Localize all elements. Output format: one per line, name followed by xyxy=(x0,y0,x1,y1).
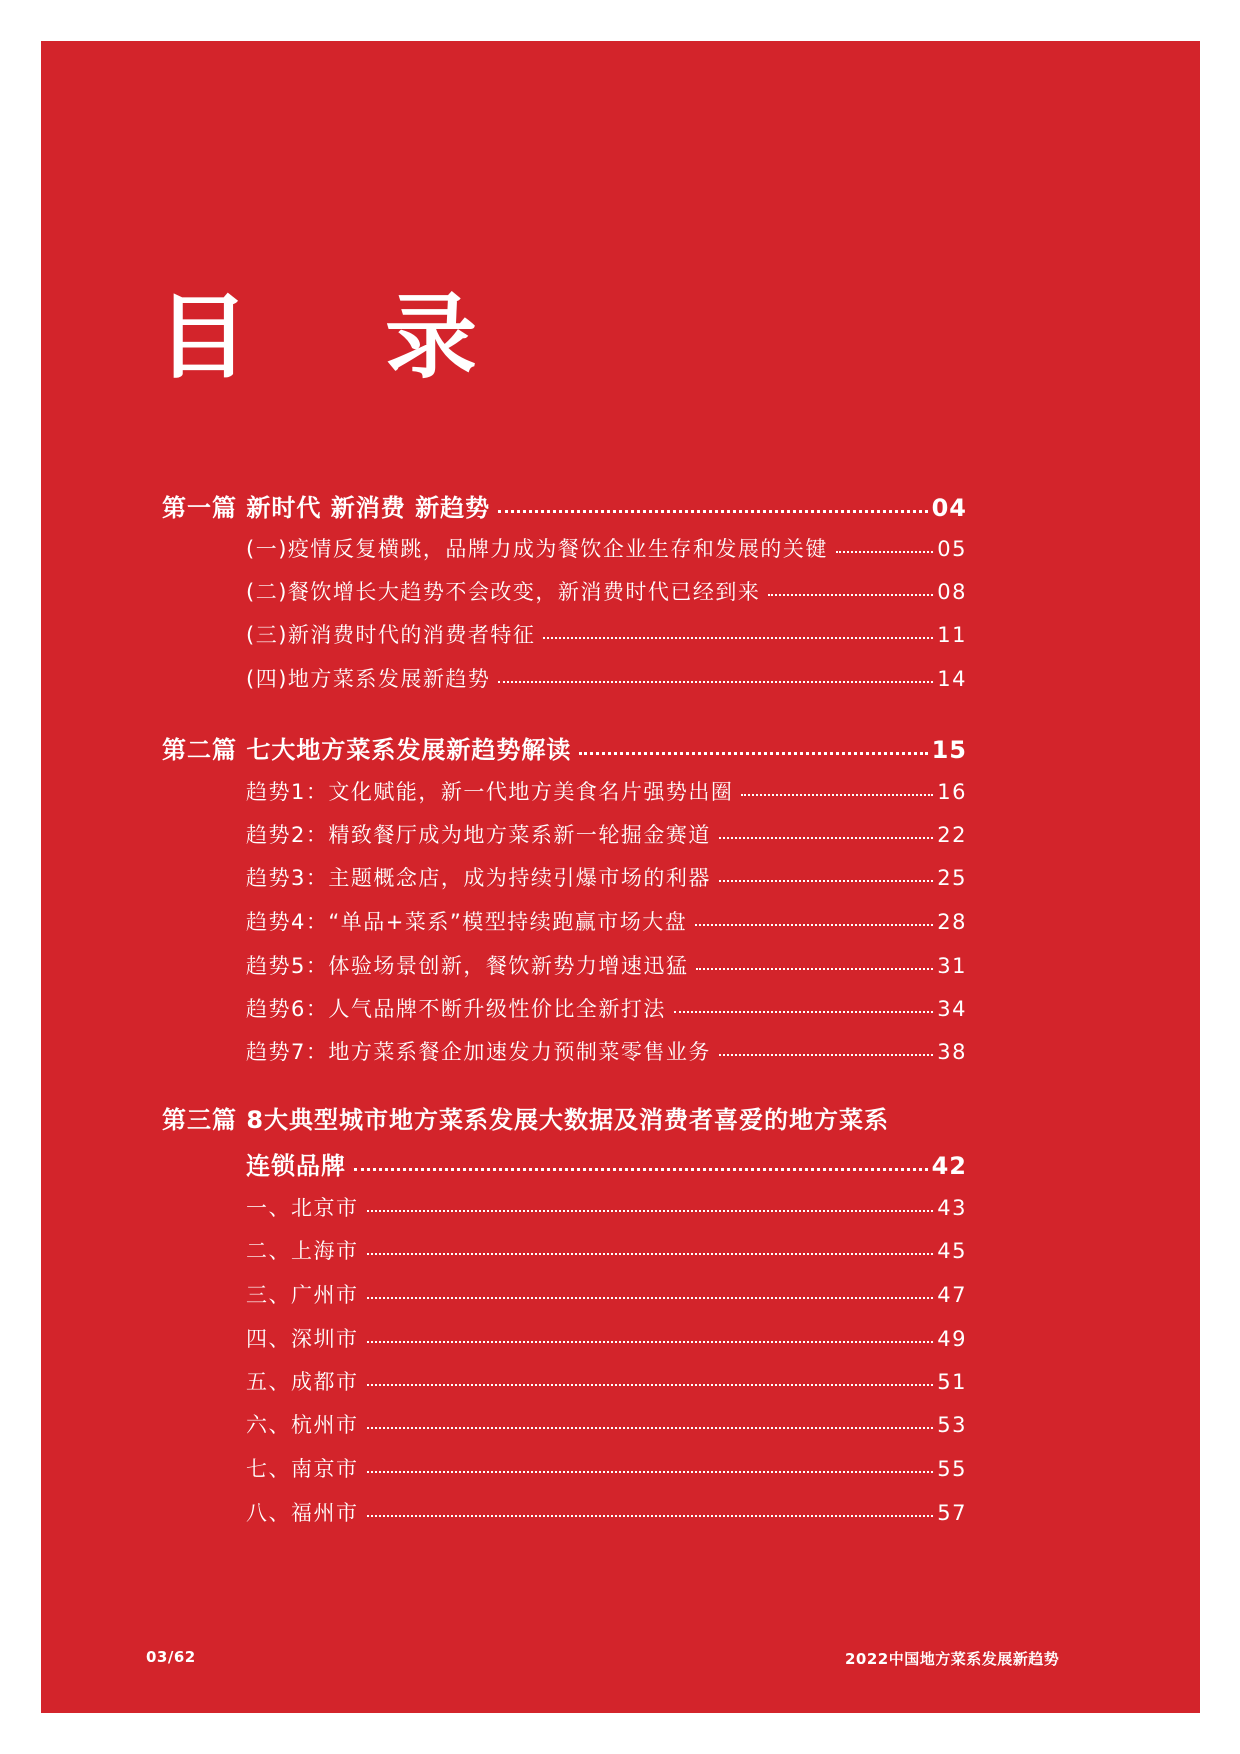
toc-item[interactable] xyxy=(246,1497,967,1527)
toc-section-label: 第一篇 新时代 新消费 新趋势 xyxy=(162,494,491,522)
toc-item-label: 一、北京市 xyxy=(246,1196,359,1220)
footer-report-title: 2022中国地方菜系发展新趋势 xyxy=(845,1650,1060,1668)
toc-page-number: 49 xyxy=(937,1327,967,1351)
toc-item-label: 四、深圳市 xyxy=(246,1327,359,1351)
toc-page-number: 08 xyxy=(937,580,967,604)
toc-item-label: (二)餐饮增长大趋势不会改变，新消费时代已经到来 xyxy=(246,580,761,604)
leader-dots xyxy=(367,1253,934,1255)
toc-item-label: 六、杭州市 xyxy=(246,1413,359,1437)
leader-dots xyxy=(367,1384,934,1386)
toc-item[interactable] xyxy=(246,819,967,849)
toc-item-label: 趋势1：文化赋能，新一代地方美食名片强势出圈 xyxy=(246,780,734,804)
toc-item-label: 三、广州市 xyxy=(246,1283,359,1307)
toc-item-label: 二、上海市 xyxy=(246,1239,359,1263)
toc-item[interactable] xyxy=(246,619,967,649)
leader-dots xyxy=(741,794,933,796)
leader-dots xyxy=(768,594,933,596)
toc-item[interactable] xyxy=(246,663,967,693)
toc-section-3-heading[interactable]: 第三篇 8大典型城市地方菜系发展大数据及消费者喜爱的地方菜系 xyxy=(162,1106,890,1134)
toc-item[interactable] xyxy=(246,906,967,936)
leader-dots xyxy=(719,1054,933,1056)
toc-item[interactable] xyxy=(246,1235,967,1265)
leader-dots xyxy=(719,880,933,882)
toc-page-number: 22 xyxy=(937,823,967,847)
toc-page-number: 31 xyxy=(937,954,967,978)
toc-item[interactable] xyxy=(246,1036,967,1066)
toc-item[interactable] xyxy=(246,1192,967,1222)
toc-page-number: 47 xyxy=(937,1283,967,1307)
toc-item[interactable] xyxy=(246,950,967,980)
leader-dots xyxy=(579,752,927,755)
toc-section-2[interactable] xyxy=(162,730,967,765)
toc-item[interactable] xyxy=(246,1366,967,1396)
toc-page-number: 04 xyxy=(931,494,967,522)
toc-page-number: 43 xyxy=(937,1196,967,1220)
toc-item-label: 趋势2：精致餐厅成为地方菜系新一轮掘金赛道 xyxy=(246,823,711,847)
toc-item-label: 八、福州市 xyxy=(246,1501,359,1525)
toc-page-number: 28 xyxy=(937,910,967,934)
toc-page-number: 57 xyxy=(937,1501,967,1525)
leader-dots xyxy=(674,1011,933,1013)
toc-page-number: 34 xyxy=(937,997,967,1021)
toc-page-number: 11 xyxy=(937,623,967,647)
toc-page-number: 14 xyxy=(937,667,967,691)
toc-page-number: 16 xyxy=(937,780,967,804)
leader-dots xyxy=(498,681,933,683)
leader-dots xyxy=(719,837,933,839)
toc-item[interactable] xyxy=(246,776,967,806)
toc-item[interactable] xyxy=(246,862,967,892)
toc-page-number: 51 xyxy=(937,1370,967,1394)
leader-dots xyxy=(695,924,933,926)
toc-page-number: 55 xyxy=(937,1457,967,1481)
toc-item-label: (一)疫情反复横跳，品牌力成为餐饮企业生存和发展的关键 xyxy=(246,537,828,561)
toc-item-label: (三)新消费时代的消费者特征 xyxy=(246,623,536,647)
toc-page-number: 42 xyxy=(931,1152,967,1180)
leader-dots xyxy=(498,510,928,513)
toc-item[interactable] xyxy=(246,1323,967,1353)
toc-page-number: 38 xyxy=(937,1040,967,1064)
toc-page-number: 05 xyxy=(937,537,967,561)
toc-page-number: 25 xyxy=(937,866,967,890)
toc-section-label: 第二篇 七大地方菜系发展新趋势解读 xyxy=(162,736,572,764)
toc-item-label: 七、南京市 xyxy=(246,1457,359,1481)
toc-item[interactable] xyxy=(246,993,967,1023)
leader-dots xyxy=(367,1471,934,1473)
leader-dots xyxy=(836,551,933,553)
leader-dots xyxy=(543,637,933,639)
footer-page-number: 03/62 xyxy=(146,1648,196,1666)
toc-item-label: (四)地方菜系发展新趋势 xyxy=(246,667,491,691)
toc-item-label: 趋势5：体验场景创新，餐饮新势力增速迅猛 xyxy=(246,954,689,978)
toc-item-label: 趋势6：人气品牌不断升级性价比全新打法 xyxy=(246,997,666,1021)
toc-item[interactable] xyxy=(246,1453,967,1483)
leader-dots xyxy=(696,968,933,970)
toc-section-1[interactable] xyxy=(162,488,967,523)
leader-dots xyxy=(367,1341,934,1343)
toc-item-label: 趋势7：地方菜系餐企加速发力预制菜零售业务 xyxy=(246,1040,711,1064)
toc-item[interactable] xyxy=(246,1279,967,1309)
leader-dots xyxy=(367,1515,934,1517)
toc-page-number: 53 xyxy=(937,1413,967,1437)
toc-page-number: 15 xyxy=(931,736,967,764)
toc-section-3[interactable] xyxy=(246,1146,967,1181)
leader-dots xyxy=(367,1427,934,1429)
leader-dots xyxy=(367,1297,934,1299)
toc-section-label: 连锁品牌 xyxy=(246,1152,346,1180)
leader-dots xyxy=(367,1210,934,1212)
toc-item-label: 五、成都市 xyxy=(246,1370,359,1394)
toc-item[interactable] xyxy=(246,1409,967,1439)
toc-item-label: 趋势3：主题概念店，成为持续引爆市场的利器 xyxy=(246,866,711,890)
page-title: 目 录 xyxy=(157,284,530,391)
toc-item[interactable] xyxy=(246,533,967,563)
toc-item-label: 趋势4：“单品+菜系”模型持续跑赢市场大盘 xyxy=(246,910,688,934)
leader-dots xyxy=(354,1168,928,1171)
toc-item[interactable] xyxy=(246,576,967,606)
toc-page-number: 45 xyxy=(937,1239,967,1263)
